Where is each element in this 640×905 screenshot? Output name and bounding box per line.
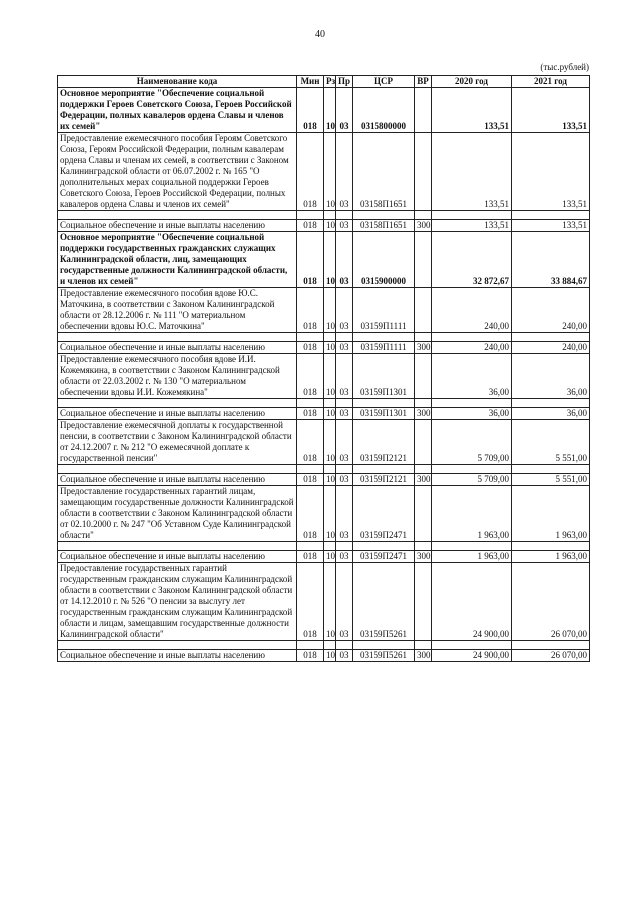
table-row <box>58 220 590 232</box>
cell-csr: 03159П1301 <box>353 408 415 420</box>
cell-y2020: 240,00 <box>432 288 512 333</box>
cell-rz: 10 <box>324 474 336 486</box>
spacer-cell <box>432 465 512 474</box>
cell-csr: 03158П1651 <box>353 220 415 232</box>
spacer-cell <box>58 542 297 551</box>
spacer-cell <box>512 542 590 551</box>
cell-min: 018 <box>297 288 324 333</box>
cell-csr: 0315900000 <box>353 232 415 288</box>
cell-csr: 03159П1111 <box>353 342 415 354</box>
cell-min: 018 <box>297 551 324 563</box>
table-row <box>58 133 590 211</box>
cell-name: Предоставление ежемесячного пособия вдове Ю.С. Маточкина, в соответствии с Законом Калининградской области от 28.12.2006 г. № 111 "О материальном обеспечении вдовы Ю.С. Маточкина" <box>58 288 297 333</box>
spacer-cell <box>415 211 432 220</box>
cell-min: 018 <box>297 88 324 133</box>
spacer-cell <box>324 542 336 551</box>
cell-y2020: 133,51 <box>432 88 512 133</box>
cell-min: 018 <box>297 474 324 486</box>
spacer-cell <box>415 333 432 342</box>
cell-vr <box>415 354 432 399</box>
cell-name: Социальное обеспечение и иные выплаты населению <box>58 551 297 563</box>
cell-rz: 10 <box>324 650 336 662</box>
spacer-cell <box>58 465 297 474</box>
spacer-cell <box>512 211 590 220</box>
cell-rz: 10 <box>324 288 336 333</box>
table-row <box>58 288 590 333</box>
spacer-cell <box>324 333 336 342</box>
spacer-cell <box>297 465 324 474</box>
cell-min: 018 <box>297 486 324 542</box>
cell-pr: 03 <box>336 88 353 133</box>
cell-name: Основное мероприятие "Обеспечение социальной поддержки Героев Советского Союза, Героев Российской Федерации, полных кавалеров ордена Славы и членов их семей" <box>58 88 297 133</box>
table-row <box>58 342 590 354</box>
cell-vr: 300 <box>415 342 432 354</box>
cell-pr: 03 <box>336 408 353 420</box>
spacer-cell <box>324 399 336 408</box>
cell-pr: 03 <box>336 486 353 542</box>
cell-vr: 300 <box>415 220 432 232</box>
spacer-cell <box>415 641 432 650</box>
spacer-cell <box>353 399 415 408</box>
header-rz: Рз <box>324 76 336 88</box>
spacer-row <box>58 399 590 408</box>
cell-y2021: 36,00 <box>512 408 590 420</box>
cell-y2021: 1 963,00 <box>512 551 590 563</box>
cell-pr: 03 <box>336 474 353 486</box>
cell-name: Социальное обеспечение и иные выплаты населению <box>58 220 297 232</box>
cell-csr: 03159П2121 <box>353 474 415 486</box>
table-row <box>58 650 590 662</box>
header-2020: 2020 год <box>432 76 512 88</box>
table-row <box>58 420 590 465</box>
cell-rz: 10 <box>324 220 336 232</box>
cell-vr <box>415 288 432 333</box>
spacer-cell <box>336 542 353 551</box>
cell-y2020: 24 900,00 <box>432 563 512 641</box>
cell-name: Социальное обеспечение и иные выплаты населению <box>58 342 297 354</box>
spacer-cell <box>432 333 512 342</box>
cell-y2020: 1 963,00 <box>432 486 512 542</box>
cell-y2021: 240,00 <box>512 342 590 354</box>
cell-pr: 03 <box>336 551 353 563</box>
spacer-cell <box>512 465 590 474</box>
cell-vr <box>415 420 432 465</box>
cell-vr: 300 <box>415 551 432 563</box>
cell-vr <box>415 563 432 641</box>
cell-name: Социальное обеспечение и иные выплаты населению <box>58 474 297 486</box>
cell-y2021: 133,51 <box>512 88 590 133</box>
spacer-row <box>58 641 590 650</box>
cell-min: 018 <box>297 420 324 465</box>
cell-csr: 03159П1301 <box>353 354 415 399</box>
cell-y2021: 1 963,00 <box>512 486 590 542</box>
cell-pr: 03 <box>336 354 353 399</box>
spacer-cell <box>512 333 590 342</box>
spacer-cell <box>297 641 324 650</box>
cell-pr: 03 <box>336 220 353 232</box>
cell-y2021: 5 551,00 <box>512 420 590 465</box>
cell-pr: 03 <box>336 563 353 641</box>
cell-csr: 03159П5261 <box>353 563 415 641</box>
spacer-cell <box>297 399 324 408</box>
cell-rz: 10 <box>324 551 336 563</box>
budget-table <box>57 75 590 662</box>
spacer-cell <box>324 465 336 474</box>
spacer-cell <box>297 211 324 220</box>
unit-note: (тыс.рублей) <box>540 62 589 72</box>
spacer-cell <box>58 333 297 342</box>
cell-y2020: 36,00 <box>432 408 512 420</box>
header-vr: ВР <box>415 76 432 88</box>
cell-min: 018 <box>297 342 324 354</box>
spacer-cell <box>432 211 512 220</box>
cell-min: 018 <box>297 408 324 420</box>
cell-y2020: 133,51 <box>432 220 512 232</box>
cell-y2021: 133,51 <box>512 133 590 211</box>
cell-name: Социальное обеспечение и иные выплаты населению <box>58 408 297 420</box>
spacer-row <box>58 542 590 551</box>
spacer-cell <box>336 211 353 220</box>
cell-csr: 0315800000 <box>353 88 415 133</box>
spacer-cell <box>336 465 353 474</box>
spacer-cell <box>512 399 590 408</box>
cell-y2020: 133,51 <box>432 133 512 211</box>
table-row <box>58 486 590 542</box>
spacer-cell <box>353 465 415 474</box>
spacer-cell <box>512 641 590 650</box>
cell-vr <box>415 88 432 133</box>
spacer-cell <box>415 399 432 408</box>
spacer-cell <box>58 211 297 220</box>
spacer-cell <box>432 641 512 650</box>
cell-pr: 03 <box>336 232 353 288</box>
spacer-cell <box>58 641 297 650</box>
cell-y2021: 26 070,00 <box>512 650 590 662</box>
cell-y2021: 5 551,00 <box>512 474 590 486</box>
cell-y2020: 36,00 <box>432 354 512 399</box>
cell-min: 018 <box>297 133 324 211</box>
cell-rz: 10 <box>324 486 336 542</box>
spacer-cell <box>336 399 353 408</box>
cell-name: Предоставление государственных гарантий лицам, замещающим государственные должности Калининградской области в соответствии с Законом Калининградской области от 02.10.2000 г. № 247 "Об Уставном Суде Калининградской области" <box>58 486 297 542</box>
cell-y2020: 32 872,67 <box>432 232 512 288</box>
spacer-cell <box>415 465 432 474</box>
spacer-cell <box>432 542 512 551</box>
cell-y2020: 5 709,00 <box>432 474 512 486</box>
cell-y2021: 36,00 <box>512 354 590 399</box>
spacer-cell <box>353 542 415 551</box>
spacer-cell <box>353 641 415 650</box>
cell-rz: 10 <box>324 408 336 420</box>
table-row <box>58 408 590 420</box>
cell-min: 018 <box>297 354 324 399</box>
table-body <box>58 88 590 662</box>
cell-vr <box>415 232 432 288</box>
spacer-cell <box>324 211 336 220</box>
spacer-cell <box>432 399 512 408</box>
cell-rz: 10 <box>324 354 336 399</box>
spacer-cell <box>353 333 415 342</box>
table-row <box>58 474 590 486</box>
table-row <box>58 551 590 563</box>
spacer-cell <box>415 542 432 551</box>
cell-csr: 03159П2471 <box>353 551 415 563</box>
table-row <box>58 563 590 641</box>
cell-vr: 300 <box>415 408 432 420</box>
cell-pr: 03 <box>336 133 353 211</box>
cell-y2020: 24 900,00 <box>432 650 512 662</box>
cell-min: 018 <box>297 563 324 641</box>
header-csr: ЦСР <box>353 76 415 88</box>
cell-rz: 10 <box>324 232 336 288</box>
cell-vr: 300 <box>415 474 432 486</box>
spacer-cell <box>336 641 353 650</box>
spacer-row <box>58 465 590 474</box>
table-row <box>58 88 590 133</box>
cell-rz: 10 <box>324 133 336 211</box>
cell-y2020: 1 963,00 <box>432 551 512 563</box>
cell-rz: 10 <box>324 88 336 133</box>
header-name: Наименование кода <box>58 76 297 88</box>
cell-pr: 03 <box>336 342 353 354</box>
cell-y2021: 240,00 <box>512 288 590 333</box>
spacer-cell <box>58 399 297 408</box>
spacer-row <box>58 211 590 220</box>
spacer-cell <box>336 333 353 342</box>
cell-csr: 03158П1651 <box>353 133 415 211</box>
cell-pr: 03 <box>336 288 353 333</box>
page-number: 40 <box>315 29 325 40</box>
spacer-cell <box>353 211 415 220</box>
cell-name: Основное мероприятие "Обеспечение социальной поддержки государственных гражданских служащих Калининградской области, лиц, замещающих государственные должности Калининградской области, и членов их семей" <box>58 232 297 288</box>
cell-vr <box>415 486 432 542</box>
cell-pr: 03 <box>336 650 353 662</box>
cell-y2020: 240,00 <box>432 342 512 354</box>
cell-y2021: 26 070,00 <box>512 563 590 641</box>
cell-pr: 03 <box>336 420 353 465</box>
cell-vr: 300 <box>415 650 432 662</box>
cell-min: 018 <box>297 650 324 662</box>
spacer-row <box>58 333 590 342</box>
cell-rz: 10 <box>324 420 336 465</box>
cell-rz: 10 <box>324 342 336 354</box>
header-pr: Пр <box>336 76 353 88</box>
spacer-cell <box>297 542 324 551</box>
cell-y2020: 5 709,00 <box>432 420 512 465</box>
header-2021: 2021 год <box>512 76 590 88</box>
cell-csr: 03159П2471 <box>353 486 415 542</box>
cell-y2021: 133,51 <box>512 220 590 232</box>
table-row <box>58 232 590 288</box>
cell-name: Предоставление ежемесячной доплаты к государственной пенсии, в соответствии с Законом Калининградской области от 24.12.2007 г. № 212 "О ежемесячной доплате к государственной пенсии" <box>58 420 297 465</box>
spacer-cell <box>324 641 336 650</box>
table-header-row <box>58 76 590 88</box>
header-min: Мин <box>297 76 324 88</box>
cell-name: Предоставление государственных гарантий государственным гражданским служащим Калининградской области в соответствии с Законом Калининградской области от 14.12.2010 г. № 526 "О пенсии за выслугу лет государственным гражданским служащим Калининградской области и лицам, замещавшим государственные должности Калининградской области" <box>58 563 297 641</box>
cell-min: 018 <box>297 232 324 288</box>
cell-csr: 03159П1111 <box>353 288 415 333</box>
cell-y2021: 33 884,67 <box>512 232 590 288</box>
cell-min: 018 <box>297 220 324 232</box>
cell-name: Предоставление ежемесячного пособия вдове И.И. Кожемякина, в соответствии с Законом Калининградской области от 22.03.2002 г. № 130 "О материальном обеспечении вдовы И.И. Кожемякина" <box>58 354 297 399</box>
table-row <box>58 354 590 399</box>
cell-csr: 03159П5261 <box>353 650 415 662</box>
cell-csr: 03159П2121 <box>353 420 415 465</box>
spacer-cell <box>297 333 324 342</box>
cell-name: Предоставление ежемесячного пособия Героям Советского Союза, Героям Российской Федерации, полным кавалерам ордена Славы и членам их семей, в соответствии с Законом Калининградской области от 06.07.2002 г. № 165 "О дополнительных мерах социальной поддержки Героев Советского Союза, Героев Российской Федерации, полных кавалеров ордена Славы и членов их семей" <box>58 133 297 211</box>
cell-rz: 10 <box>324 563 336 641</box>
cell-vr <box>415 133 432 211</box>
cell-name: Социальное обеспечение и иные выплаты населению <box>58 650 297 662</box>
